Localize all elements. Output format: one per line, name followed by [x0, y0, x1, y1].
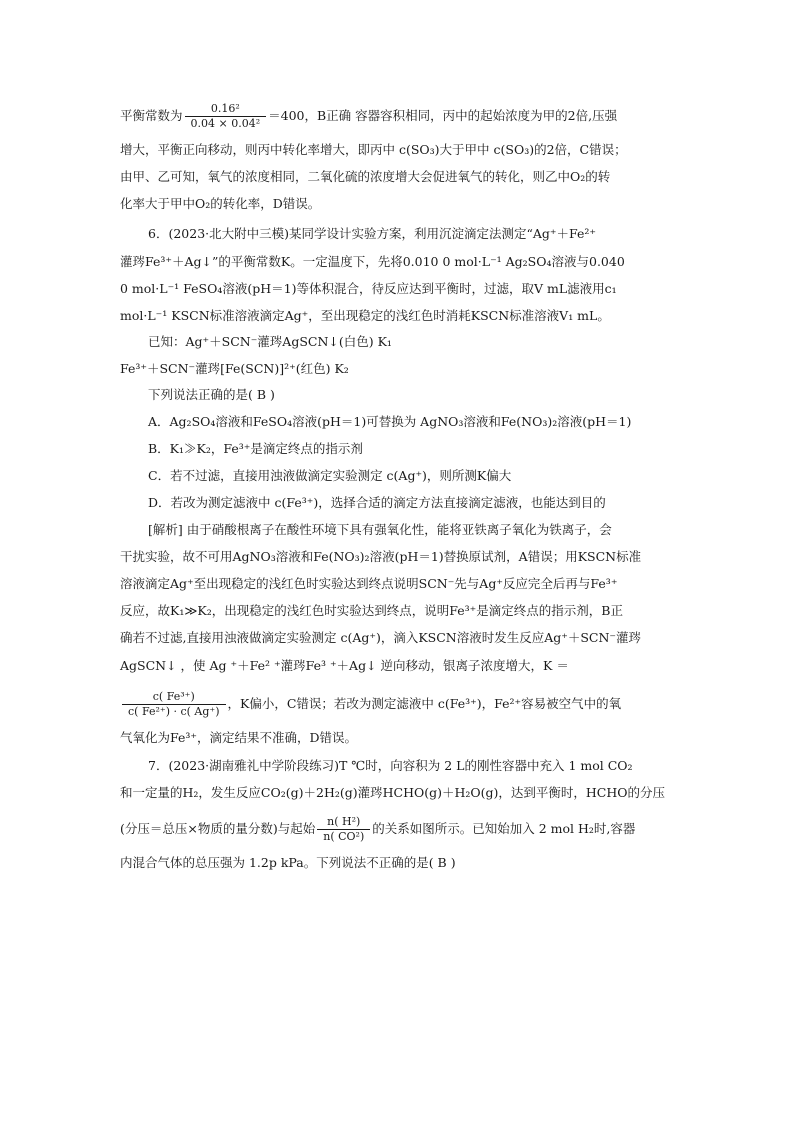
question-6-line: mol·L⁻¹ KSCN标准溶液滴定Ag⁺，至出现稳定的浅红色时消耗KSCN标准溶液V₁ mL。 — [120, 308, 610, 323]
fraction-denominator: 0.04 × 0.04² — [190, 117, 261, 130]
question-stem: 下列说法正确的是( B ) — [148, 387, 275, 402]
text-line — [120, 102, 617, 131]
analysis-line: [解析] 由于硝酸根离子在酸性环境下具有强氧化性，能将亚铁离子氧化为铁离子，会 — [148, 522, 612, 537]
known-equation-1: 已知：Ag⁺＋SCN⁻灌琌AgSCN↓(白色) K₁ — [148, 334, 392, 349]
option-a: A．Ag₂SO₄溶液和FeSO₄溶液(pH＝1)可替换为 AgNO₃溶液和Fe(NO₃)₂溶液(pH＝1) — [148, 414, 632, 429]
analysis-suffix: ，K偏小，C错误；若改为测定滤液中 c(Fe³⁺)，Fe²⁺容易被空气中的氧 — [227, 696, 622, 711]
fraction-numerator: c( Fe³⁺) — [122, 690, 226, 705]
text-line: 化率大于甲中O₂的转化率，D错误。 — [120, 196, 321, 211]
analysis-line: 溶液滴定Ag⁺至出现稳定的浅红色时实验达到终点说明SCN⁻先与Ag⁺反应完全后再与Fe³⁺ — [120, 576, 618, 591]
q7-suffix: 的关系如图所示。已知始加入 2 mol H₂时,容器 — [372, 821, 636, 836]
eq-prefix: 平衡常数为 — [120, 108, 183, 123]
option-c: C．若不过滤，直接用浊液做滴定实验测定 c(Ag⁺)，则所测K偏大 — [148, 468, 512, 483]
analysis-line — [120, 690, 621, 719]
option-d: D．若改为测定滤液中 c(Fe³⁺)，选择合适的滴定方法直接滴定滤液，也能达到目的 — [148, 495, 606, 510]
question-7-line: 和一定量的H₂，发生反应CO₂(g)＋2H₂(g)灌琌HCHO(g)＋H₂O(g)，达到平衡时，HCHO的分压 — [120, 785, 666, 800]
eq-suffix: ＝400，B正确 容器容积相同，丙中的起始浓度为甲的2倍,压强 — [268, 108, 618, 123]
fraction — [185, 102, 267, 131]
analysis-line: 干扰实验，故不可用AgNO₃溶液和Fe(NO₃)₂溶液(pH＝1)替换原试剂，A错误；用KSCN标准 — [120, 549, 642, 564]
fraction — [317, 815, 370, 844]
question-6-line: 6．(2023·北大附中三模)某同学设计实验方案，利用沉淀滴定法测定“Ag⁺＋Fe²⁺ — [148, 226, 597, 241]
option-b: B．K₁≫K₂，Fe³⁺是滴定终点的指示剂 — [148, 441, 363, 456]
known-equation-2: Fe³⁺＋SCN⁻灌琌[Fe(SCN)]²⁺(红色) K₂ — [120, 361, 349, 376]
question-6-line: 0 mol·L⁻¹ FeSO₄溶液(pH＝1)等体积混合，待反应达到平衡时，过滤，取V mL滤液用c₁ — [120, 281, 617, 296]
analysis-line: 确若不过滤,直接用浊液做滴定实验测定 c(Ag⁺)，滴入KSCN溶液时发生反应Ag⁺＋SCN⁻灌琌 — [120, 630, 642, 645]
question-7-line: 7．(2023·湖南雅礼中学阶段练习)T ℃时，向容积为 2 L的刚性容器中充入 1 mol CO₂ — [148, 758, 633, 773]
analysis-line: 反应，故K₁≫K₂，出现稳定的浅红色时实验达到终点，说明Fe³⁺是滴定终点的指示剂，B正 — [120, 603, 623, 618]
fraction — [122, 690, 226, 719]
text-line: 由甲、乙可知，氧气的浓度相同，二氧化硫的浓度增大会促进氧气的转化，则乙中O₂的转 — [120, 169, 611, 184]
fraction-numerator: 0.16² — [185, 102, 267, 117]
fraction-numerator: n( H²) — [317, 815, 370, 830]
question-7-line — [120, 815, 635, 844]
analysis-line: 气氧化为Fe³⁺，滴定结果不准确，D错误。 — [120, 730, 358, 745]
q7-prefix: (分压＝总压×物质的量分数)与起始 — [120, 821, 316, 836]
question-6-line: 灌琌Fe³⁺＋Ag↓”的平衡常数K。一定温度下，先将0.010 0 mol·L⁻¹ Ag₂SO₄溶液与0.040 — [120, 254, 625, 269]
analysis-line: AgSCN↓ ，使 Ag ⁺＋Fe² ⁺灌琌Fe³ ⁺＋Ag↓ 逆向移动，银离子浓度增大，K ＝ — [120, 658, 569, 673]
question-7-line: 内混合气体的总压强为 1.2p kPa。下列说法不正确的是( B ) — [120, 855, 456, 870]
fraction-denominator: n( CO²) — [323, 830, 365, 843]
text-line: 增大，平衡正向移动，则丙中转化率增大，即丙中 c(SO₃)大于甲中 c(SO₃)的2倍，C错误； — [120, 142, 627, 157]
fraction-denominator: c( Fe²⁺) · c( Ag⁺) — [128, 705, 220, 718]
